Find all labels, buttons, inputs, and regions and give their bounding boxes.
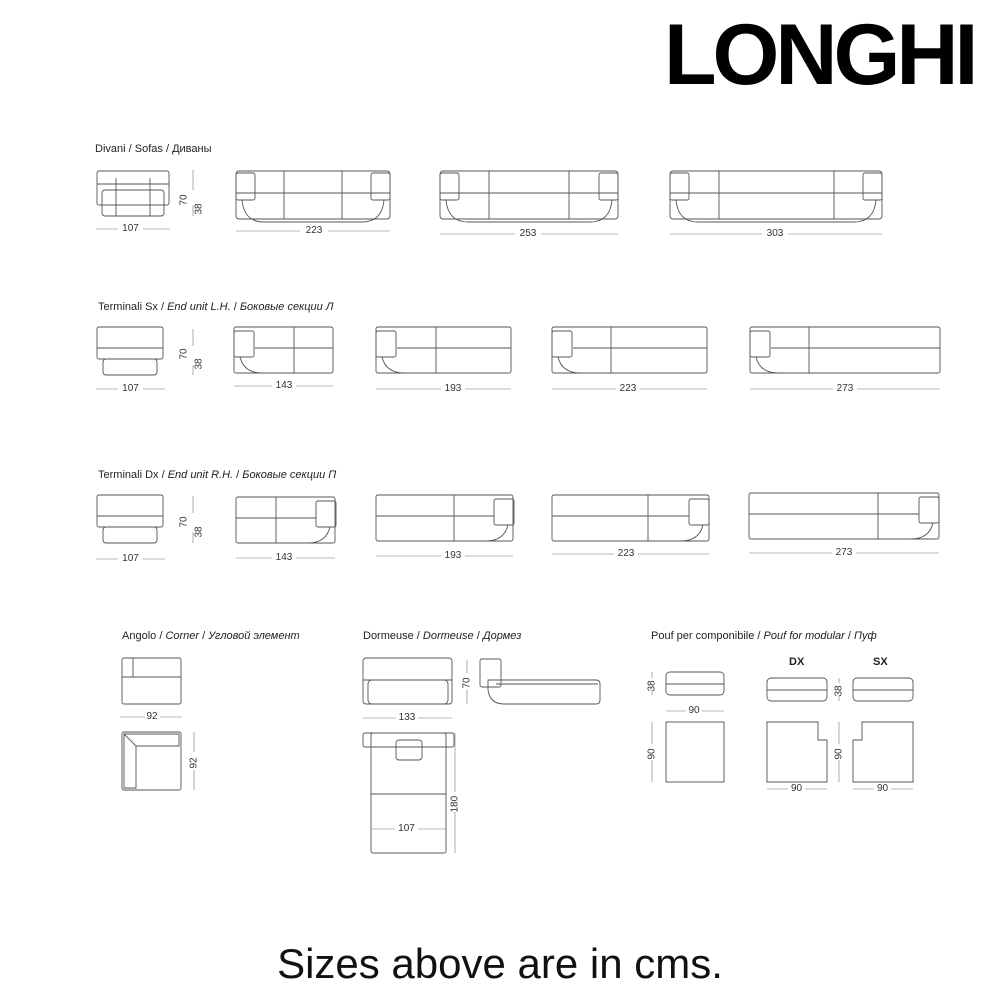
dim-end-lh-seat-height: 38 <box>193 358 205 370</box>
corner-plan-view <box>122 732 181 790</box>
dim-dormeuse-plan-width: 107 <box>398 823 415 834</box>
end-lh-title-ru: Боковые секции Л <box>239 301 334 313</box>
end-rh-143-drawing <box>236 497 336 543</box>
dim-corner-width: 92 <box>146 711 158 722</box>
dim-dormeuse-width: 133 <box>398 712 416 723</box>
dim-pouf-corner-height: 38 <box>833 685 845 697</box>
pouf-dx-plan-view <box>767 722 827 782</box>
corner-title-ru: Угловой элемент <box>208 630 300 642</box>
dim-sofa-253: 253 <box>519 228 537 239</box>
dim-end-lh-193: 193 <box>444 383 462 394</box>
pouf-sx-side-view <box>853 678 913 701</box>
dormeuse-title-en: Dormeuse <box>422 630 474 642</box>
dim-end-rh-143: 143 <box>275 552 293 563</box>
end-lh-193-drawing <box>376 327 511 373</box>
sofa-side-view <box>97 171 169 216</box>
dim-end-rh-depth: 107 <box>122 553 139 564</box>
end-lh-143-drawing <box>234 327 333 373</box>
dim-end-lh-223: 223 <box>619 383 637 394</box>
pouf-dx-side-view <box>767 678 827 701</box>
end-lh-title-en: End unit L.H. <box>167 301 231 313</box>
corner-side-view <box>122 658 181 704</box>
section-title-end-rh: Terminali Dx / End unit R.H. / Боковые секции П <box>98 469 337 481</box>
dormeuse-plan-view <box>363 733 454 853</box>
end-rh-title-ru: Боковые секции П <box>242 469 337 481</box>
end-lh-side-view <box>97 327 163 375</box>
dim-pouf-corner-depth: 90 <box>833 748 845 760</box>
pouf-side-view <box>666 672 724 695</box>
end-lh-223-drawing <box>552 327 707 373</box>
section-title-dormeuse: Dormeuse / Dormeuse / Дормез <box>363 630 522 642</box>
brand-logo: LONGHI <box>664 7 975 103</box>
dormeuse-title-ru: Дормез <box>482 630 522 642</box>
dim-dormeuse-height: 70 <box>461 677 473 689</box>
dim-end-rh-seat-height: 38 <box>193 526 205 538</box>
section-title-end-lh: Terminali Sx / End unit L.H. / Боковые секции Л <box>98 301 334 313</box>
dim-end-lh-143: 143 <box>275 380 293 391</box>
sofa-303-drawing <box>670 171 882 222</box>
dim-pouf-dx-width: 90 <box>790 783 803 794</box>
end-rh-title-en: End unit R.H. <box>167 469 234 481</box>
dim-end-rh-height: 70 <box>178 516 190 528</box>
dimension-lines <box>96 170 940 853</box>
end-rh-273-drawing <box>749 493 939 539</box>
sofa-223-drawing <box>236 171 390 222</box>
pouf-title-it: Pouf per componibile <box>651 630 755 642</box>
end-lh-title-it: Terminali Sx <box>98 301 158 313</box>
dim-end-rh-223: 223 <box>617 548 635 559</box>
pouf-sx-label: SX <box>873 656 888 668</box>
dim-end-lh-depth: 107 <box>122 383 139 394</box>
pouf-title-en: Pouf for modular <box>763 630 845 642</box>
section-title-pouf: Pouf per componibile / Pouf for modular / Пуф <box>651 630 877 642</box>
sofa-253-drawing <box>440 171 618 222</box>
end-rh-title-it: Terminali Dx <box>98 469 159 481</box>
end-rh-193-drawing <box>376 495 514 541</box>
dormeuse-side-view <box>480 659 600 704</box>
dim-sofa-223: 223 <box>305 225 323 236</box>
dim-end-rh-273: 273 <box>835 547 853 558</box>
section-title-sofas: Divani / Sofas / Диваны <box>95 143 212 155</box>
dormeuse-title-it: Dormeuse <box>363 630 414 642</box>
end-rh-side-view <box>97 495 163 543</box>
end-rh-223-drawing <box>552 495 709 541</box>
pouf-plan-view <box>666 722 724 782</box>
pouf-title-ru: Пуф <box>854 630 877 642</box>
dim-end-lh-273: 273 <box>836 383 854 394</box>
corner-title-it: Angolo <box>122 630 157 642</box>
dim-sofa-depth: 107 <box>122 223 139 234</box>
dim-dormeuse-length: 180 <box>449 795 461 813</box>
dormeuse-front-view <box>363 658 452 704</box>
dim-sofa-seat-height: 38 <box>193 203 205 215</box>
pouf-sx-plan-view <box>853 722 913 782</box>
sofas-title-ru: Диваны <box>172 143 212 155</box>
dim-pouf-depth: 90 <box>646 748 658 760</box>
dim-sofa-height: 70 <box>178 194 190 206</box>
corner-title-en: Corner <box>165 630 200 642</box>
pouf-dx-label: DX <box>789 656 805 668</box>
sofas-title-it: Divani <box>95 143 126 155</box>
dim-end-rh-193: 193 <box>444 550 462 561</box>
dim-corner-depth: 92 <box>188 757 200 769</box>
dim-pouf-side-width: 90 <box>688 705 700 716</box>
sofas-title-en: Sofas <box>134 143 163 155</box>
dim-pouf-sx-width: 90 <box>876 783 889 794</box>
end-lh-273-drawing <box>750 327 940 373</box>
dim-pouf-height: 38 <box>646 680 658 692</box>
dim-end-lh-height: 70 <box>178 348 190 360</box>
units-note: Sizes above are in cms. <box>277 940 723 987</box>
dim-sofa-303: 303 <box>766 228 784 239</box>
section-title-corner: Angolo / Corner / Угловой элемент <box>122 630 300 642</box>
